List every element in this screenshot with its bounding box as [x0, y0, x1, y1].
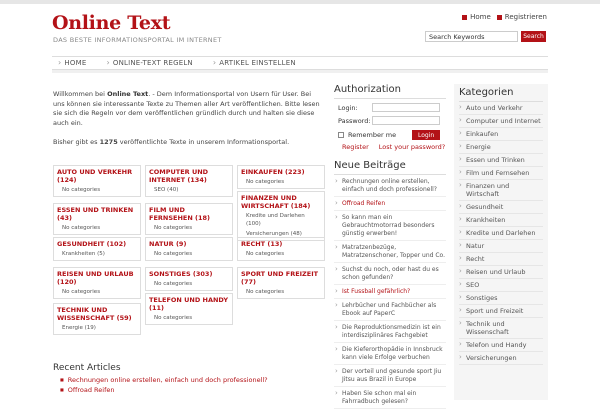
subcategory-item[interactable]: SEO (40) [154, 187, 179, 193]
password-input[interactable] [372, 116, 440, 125]
category-box [145, 165, 233, 197]
auth-title: Authorization [334, 84, 446, 99]
category-box [53, 237, 141, 261]
kategorie-item[interactable]: › Kredite und Darlehen [459, 227, 543, 240]
new-post-item[interactable]: › Offroad Reifen [334, 197, 446, 211]
new-post-item[interactable]: › Suchst du noch, oder hast du es schon gefunden? [334, 263, 446, 285]
kategorie-item[interactable]: › Technik und Wissenschaft [459, 318, 543, 339]
category-title[interactable]: FINANZEN UND WIRTSCHAFT (184) [241, 194, 311, 210]
category-box [237, 165, 325, 189]
new-post-item[interactable]: › So kann man ein Gebrauchtmotorrad besonders günstig erwerben! [334, 211, 446, 241]
count-prefix: Bisher gibt es [53, 138, 100, 146]
category-title[interactable]: RECHT (13) [241, 240, 283, 248]
kategorie-item[interactable]: › Auto und Verkehr [459, 102, 543, 115]
subcategory-item[interactable]: Versicherungen (48) [246, 231, 302, 237]
article-count [53, 138, 289, 146]
kategorie-item[interactable]: › SEO [459, 279, 543, 292]
category-title[interactable]: GESUNDHEIT (102) [57, 240, 127, 248]
category-box [237, 267, 325, 299]
kategorie-item[interactable]: › Versicherungen [459, 352, 543, 365]
login-button[interactable]: Login [412, 130, 440, 140]
subcategory-item: No categories [62, 289, 101, 295]
new-post-item[interactable]: › Rechnungen online erstellen, einfach und doch professionell? [334, 175, 446, 197]
login-input[interactable] [372, 103, 440, 112]
register-link-label: Registrieren [504, 13, 547, 21]
home-link[interactable] [462, 13, 491, 21]
category-title[interactable]: ESSEN UND TRINKEN (43) [57, 206, 134, 222]
kategorie-item[interactable]: › Telefon und Handy [459, 339, 543, 352]
category-title[interactable]: EINKAUFEN (223) [241, 168, 305, 176]
new-post-item[interactable]: › Haben Sie schon mal ein Fahrradbuch gelesen? [334, 387, 446, 409]
kategorie-item[interactable]: › Natur [459, 240, 543, 253]
subcategory-item: No categories [154, 225, 193, 231]
subcategory-item: No categories [246, 251, 285, 257]
intro-prefix: Willkommen bei [53, 90, 108, 98]
category-title[interactable]: AUTO UND VERKEHR (124) [57, 168, 133, 184]
kategorie-item[interactable]: › Computer und Internet [459, 115, 543, 128]
subcategory-item[interactable]: Kredite und Darlehen (100) [246, 213, 305, 227]
category-title[interactable]: SONSTIGES (303) [149, 270, 213, 278]
subcategory-item: No categories [154, 251, 193, 257]
site-logo[interactable]: Online Text [52, 12, 171, 34]
nav-home[interactable]: › HOME [52, 57, 100, 69]
subcategory-item[interactable]: Krankheiten (5) [62, 251, 105, 257]
recent-article-item[interactable]: ■ Rechnungen online erstellen, einfach und doch professionell? [60, 375, 268, 385]
category-box [145, 293, 233, 325]
category-box [145, 203, 233, 235]
category-box [145, 267, 233, 291]
top-links [462, 13, 547, 21]
category-box [53, 203, 141, 235]
nav-rules[interactable]: › ONLINE-TEXT REGELN [100, 57, 206, 69]
middle-sidebar [334, 84, 446, 409]
register-icon [497, 15, 502, 20]
search-input[interactable] [425, 31, 518, 42]
recent-articles-title: Recent Articles [53, 363, 121, 373]
kategorie-item[interactable]: › Sport und Freizeit [459, 305, 543, 318]
new-post-item[interactable]: › Lehrbücher und Fachbücher als Ebook auf PaperC [334, 299, 446, 321]
kategorien-title: Kategorien [459, 87, 543, 102]
category-title[interactable]: SPORT UND FREIZEIT (77) [241, 270, 319, 286]
main-nav [52, 56, 548, 70]
category-box [145, 237, 233, 261]
right-sidebar [454, 84, 548, 400]
kategorie-item[interactable]: › Reisen und Urlaub [459, 266, 543, 279]
subcategory-item: No categories [154, 281, 193, 287]
subcategory-item: No categories [62, 187, 101, 193]
home-icon [462, 15, 467, 20]
remember-label: Remember me [348, 131, 397, 139]
home-link-label: Home [470, 13, 491, 21]
count-value: 1275 [99, 138, 118, 146]
nav-submit-article[interactable]: › ARTIKEL EINSTELLEN [207, 57, 310, 69]
category-title[interactable]: FILM UND FERNSEHEN (18) [149, 206, 211, 222]
search-form [425, 31, 546, 42]
category-box [53, 303, 141, 335]
recent-articles-list [60, 375, 268, 395]
password-label: Password: [338, 116, 371, 125]
category-title[interactable]: TECHNIK UND WISSENSCHAFT (59) [57, 306, 132, 322]
kategorie-item[interactable]: › Krankheiten [459, 214, 543, 227]
kategorie-item[interactable]: › Energie [459, 141, 543, 154]
login-label: Login: [338, 103, 358, 112]
intro-text [53, 90, 323, 128]
new-post-item[interactable]: › Der vorteil und gesunde sport Jiu Jitsu aus Brazil in Europe [334, 365, 446, 387]
intro-body: . - Dem Informationsportal von Usern für User. Bei uns können sie interessante Texte zu Themen aller Art veröffentlichen. Bitte lesen sie sich die Regeln vor dem veröffentlichen gründlich durch und halten sie diese auch ein. [53, 90, 320, 127]
kategorie-item[interactable]: › Film und Fernsehen [459, 167, 543, 180]
intro-site-name: Online Text [107, 90, 149, 98]
category-box [53, 267, 141, 299]
category-box [237, 191, 325, 241]
kategorie-item[interactable]: › Einkaufen [459, 128, 543, 141]
kategorie-item[interactable]: › Gesundheit [459, 201, 543, 214]
lost-password-link[interactable]: Lost your password? [378, 143, 446, 151]
category-box [237, 237, 325, 261]
category-title[interactable]: REISEN UND URLAUB (120) [57, 270, 134, 286]
count-suffix: veröffentlichte Texte in unserem Informationsportal. [117, 138, 290, 146]
subcategory-item: No categories [246, 179, 285, 185]
new-posts-title: Neue Beiträge [334, 160, 446, 175]
category-title[interactable]: TELEFON UND HANDY (11) [149, 296, 229, 312]
recent-article-item[interactable]: ■ Offroad Reifen [60, 385, 268, 395]
nav-divider [52, 70, 548, 73]
top-bar [0, 0, 600, 4]
kategorie-item[interactable]: › Recht [459, 253, 543, 266]
kategorie-item[interactable]: › Finanzen und Wirtschaft [459, 180, 543, 201]
subcategory-item[interactable]: Energie (19) [62, 325, 96, 331]
new-post-item[interactable]: › Matratzenbezüge, Matratzenschoner, Topper und Co. [334, 241, 446, 263]
subcategory-item: No categories [246, 289, 285, 295]
new-post-item[interactable]: › Die Reproduktionsmedizin ist ein interdisziplinäres Fachgebiet [334, 321, 446, 343]
new-posts-list [334, 175, 446, 409]
search-button[interactable]: Search [521, 31, 546, 42]
new-post-item[interactable]: › Die Kieferorthopädie in Innsbruck kann viele Erfolge verbuchen [334, 343, 446, 365]
category-box [53, 165, 141, 197]
register-auth-link[interactable]: Register [342, 143, 369, 151]
kategorie-item[interactable]: › Sonstiges [459, 292, 543, 305]
register-link[interactable] [497, 13, 547, 21]
category-title[interactable]: NATUR (9) [149, 240, 187, 248]
kategorie-item[interactable]: › Essen und Trinken [459, 154, 543, 167]
new-post-item[interactable]: › Ist Fussball gefährlich? [334, 285, 446, 299]
category-title[interactable]: COMPUTER UND INTERNET (134) [149, 168, 209, 184]
subcategory-item: No categories [154, 315, 193, 321]
site-tagline: DAS BESTE INFORMATIONSPORTAL IM INTERNET [53, 36, 222, 44]
kategorien-list [459, 102, 543, 365]
subcategory-item: No categories [62, 225, 101, 231]
remember-checkbox[interactable] [338, 132, 344, 138]
